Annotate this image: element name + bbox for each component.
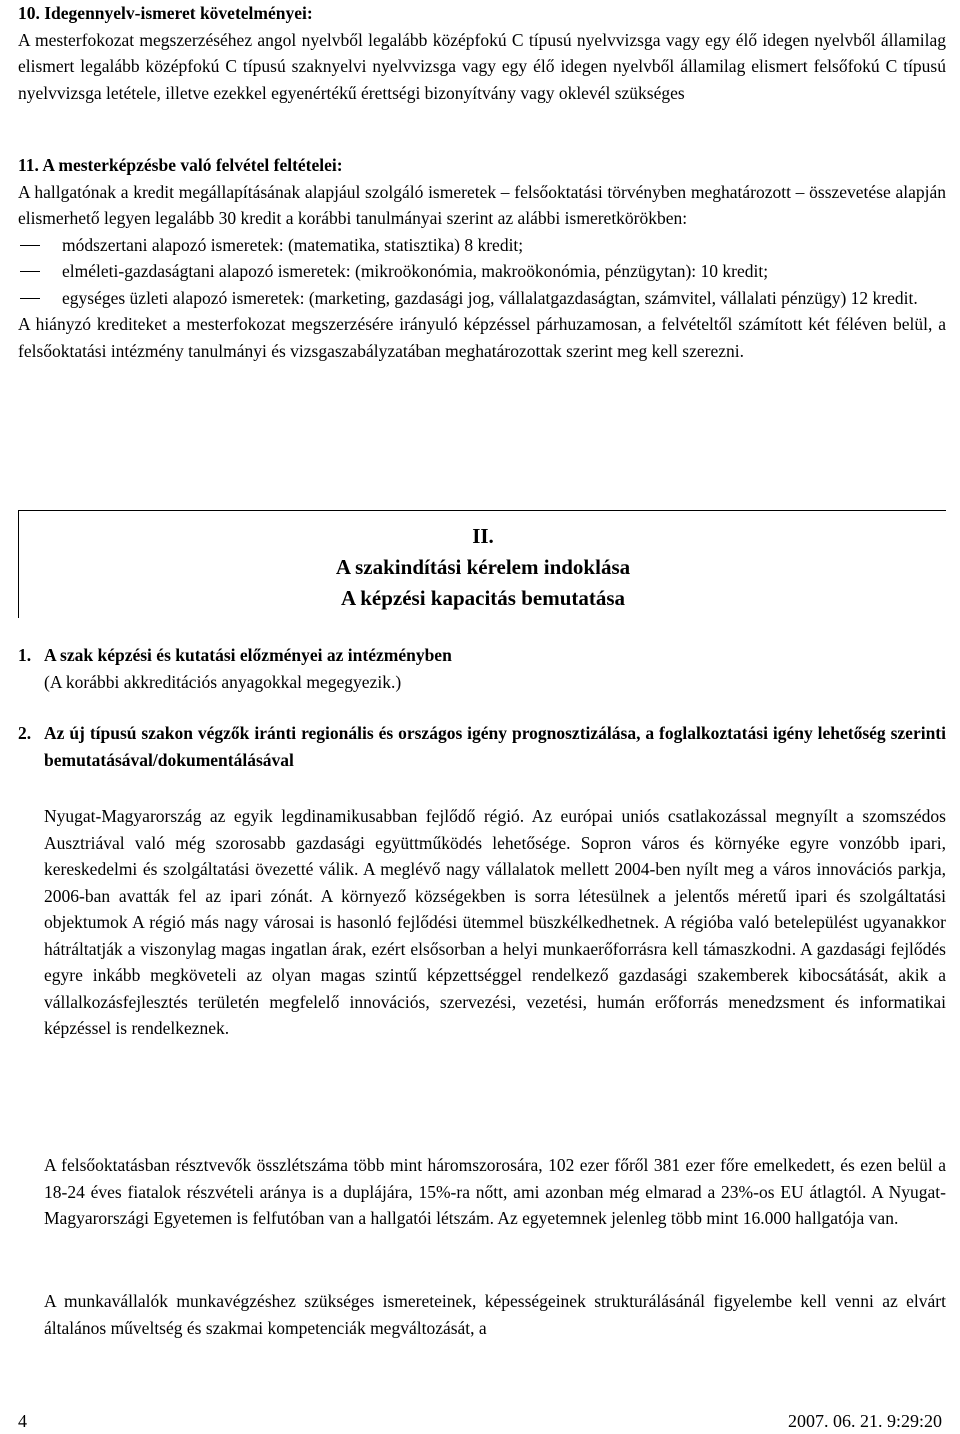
subsection-1-title: A szak képzési és kutatási előzményei az intézményben [44,645,452,665]
dash-bullet [18,285,62,312]
subsection-2-title: Az új típusú szakon végzők iránti regionális és országos igény prognosztizálása, a foglalkoztatási igény lehetőség szerinti bemutatásával/dokumentálásával [44,723,946,770]
subsection-2-number: 2. [18,723,32,743]
section-11-intro: A hallgatónak a kredit megállapításának alapjául szolgáló ismeretek – felsőoktatási törvényben meghatározott – összevetése alapján elismerhető legyen legalább 30 kredit a korábbi tanulmányai szerint az alábbi ismeretkörökben: [18,181,946,228]
list-item [18,285,946,312]
paragraph-workforce: A munkavállalók munkavégzéshez szükséges ismereteinek, képességeinek strukturálásánál figyelembe kell venni az elvárt általános műveltség és szakmai kompetenciák megváltozását, a [44,1291,946,1338]
section-11 [18,152,946,364]
list-item-text: egységes üzleti alapozó ismeretek: (marketing, gazdasági jog, vállalatgazdaságtan, számvitel, vállalati pénzügy) 12 kredit. [62,287,918,308]
footer-timestamp: 2007. 06. 21. 9:29:20 [787,1411,942,1431]
section-10-title: 10. Idegennyelv-ismeret követelményei: [18,3,313,23]
list-item [18,258,946,285]
page-number: 4 [18,1411,27,1431]
part-title-2: A képzési kapacitás bemutatása [340,586,626,610]
section-10-text: A mesterfokozat megszerzéséhez angol nyelvből legalább középfokú C típusú nyelvvizsga vagy egy élő idegen nyelvből államilag elismert legalább középfokú C típusú szaknyelvi nyelvvizsga vagy egy élő idegen nyelvből államilag elismert felsőfokú C típusú nyelvvizsga letétele, illetve ezekkel egyenértékű érettségi bizonyítvány vagy oklevél szükséges [18,29,946,103]
part-two-title-box [18,510,946,618]
part-numeral: II. [472,524,494,548]
page-footer [18,1408,942,1434]
subsection-1-number: 1. [18,645,32,665]
list-item [18,232,946,259]
paragraph-enrollment: A felsőoktatásban résztvevők összlétszáma több mint háromszorosára, 102 ezer főről 381 ezer főre emelkedett, és ezen belül a 18-24 éves fiatalok részvételi aránya is a duplájára, 15%-ra nőtt, ami azonban még elmarad a 23%-os EU átlagtól. A Nyugat-Magyarországi Egyetemen is felfutóban van a hallgatói létszám. Az egyetemnek jelenleg több mint 16.000 hallgatója van. [44,1155,946,1228]
list-item-text: módszertani alapozó ismeretek: (matematika, statisztika) 8 kredit; [62,234,524,255]
subsection-2 [18,720,946,773]
subsection-1-note: (A korábbi akkreditációs anyagokkal megegyezik.) [44,671,402,692]
paragraph-region: Nyugat-Magyarország az egyik legdinamikusabban fejlődő régió. Az európai uniós csatlakozással megnyílt a szomszédos Ausztriával való még szorosabb gazdasági együttműködés lehetősége. Sopron város és környéke egyre vonzóbb ipari, kereskedelmi és szolgáltatási övezetté válik. A meglévő nagy vállalatok mellett 2004-ben nyílt meg a város innovációs parkja, 2006-ban avatták fel az ipari zónát. A környező községekben is sorra létesülnek a jelentős méretű ipari és szolgáltatási objektumok A régió más nagy városai is hasonló fejlődési ütemmel büszkélkedhetnek. A régióba való betelepülést ugyanakkor hátráltatják a viszonylag magas ingatlan árak, ezért elsősorban a helyi munkaerőforrásra kell támaszkodni. A gazdasági fejlődés egyre inkább megköveteli az olyan magas szintű képzettséggel rendelkező gazdasági szakemberek kibocsátását, akik a vállalkozásfejlesztés területén megfelelő innovációs, szervezési, vezetési, humán erőforrás menedzsment és informatikai képzéssel is rendelkeznek. [44,806,946,1038]
subsection-1 [18,642,946,695]
section-10 [18,0,946,106]
dash-bullet [18,232,62,259]
section-11-outro: A hiányzó krediteket a mesterfokozat megszerzésére irányuló képzéssel párhuzamosan, a felvételtől számított két féléven belül, a felsőoktatási intézmény tanulmányi és vizsgaszabályzatában meghatározottak szerint meg kell szerezni. [18,314,946,361]
part-title-1: A szakindítási kérelem indoklása [335,555,631,579]
dash-bullet [18,258,62,285]
list-item-text: elméleti-gazdaságtani alapozó ismeretek: (mikroökonómia, makroökonómia, pénzügytan): 10 kredit; [62,261,769,281]
section-11-title: 11. A mesterképzésbe való felvétel feltételei: [18,155,343,175]
